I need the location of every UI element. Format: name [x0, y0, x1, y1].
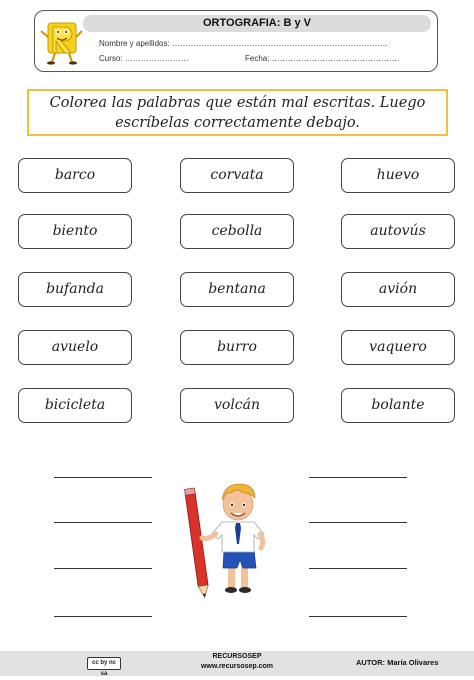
word-box[interactable]: biento [18, 214, 132, 249]
instruction-box [27, 89, 448, 136]
letter-r-mascot-logo [39, 17, 83, 65]
worksheet-header [34, 10, 438, 72]
word-box[interactable]: avión [341, 272, 455, 307]
word-box[interactable]: autovús [341, 214, 455, 249]
answer-line[interactable] [309, 616, 407, 617]
date-field-label: Fecha: ………………………………………… [245, 54, 400, 63]
word-box[interactable]: cebolla [180, 214, 294, 249]
footer-url[interactable]: www.recursosep.com [200, 663, 274, 670]
worksheet-title: ORTOGRAFIA: B y V [83, 15, 431, 32]
answer-line[interactable] [54, 616, 152, 617]
word-box[interactable]: bufanda [18, 272, 132, 307]
boy-with-pencil-illustration [178, 482, 274, 602]
page-footer [0, 651, 474, 676]
word-box[interactable]: corvata [180, 158, 294, 193]
creative-commons-badge: cc by nc sa [87, 657, 121, 670]
answer-line[interactable] [309, 522, 407, 523]
word-box[interactable]: bentana [180, 272, 294, 307]
word-box[interactable]: volcán [180, 388, 294, 423]
footer-author: AUTOR: María Olivares [356, 658, 439, 667]
course-field-label: Curso: …………………… [99, 54, 189, 63]
word-box[interactable]: bolante [341, 388, 455, 423]
answer-line[interactable] [54, 568, 152, 569]
answer-line[interactable] [309, 477, 407, 478]
answer-line[interactable] [309, 568, 407, 569]
word-box[interactable]: vaquero [341, 330, 455, 365]
word-box[interactable]: burro [180, 330, 294, 365]
footer-brand: RECURSOSEP [212, 653, 262, 660]
instruction-line-1: Colorea las palabras que están mal escritas. Luego [49, 95, 426, 111]
word-box[interactable]: barco [18, 158, 132, 193]
answer-line[interactable] [54, 522, 152, 523]
word-box[interactable]: avuelo [18, 330, 132, 365]
instruction-line-2: escríbelas correctamente debajo. [115, 115, 360, 131]
word-box[interactable]: huevo [341, 158, 455, 193]
answer-line[interactable] [54, 477, 152, 478]
word-box[interactable]: bicicleta [18, 388, 132, 423]
name-field-label: Nombre y apellidos: ……………………………………………………………………… [99, 39, 388, 48]
